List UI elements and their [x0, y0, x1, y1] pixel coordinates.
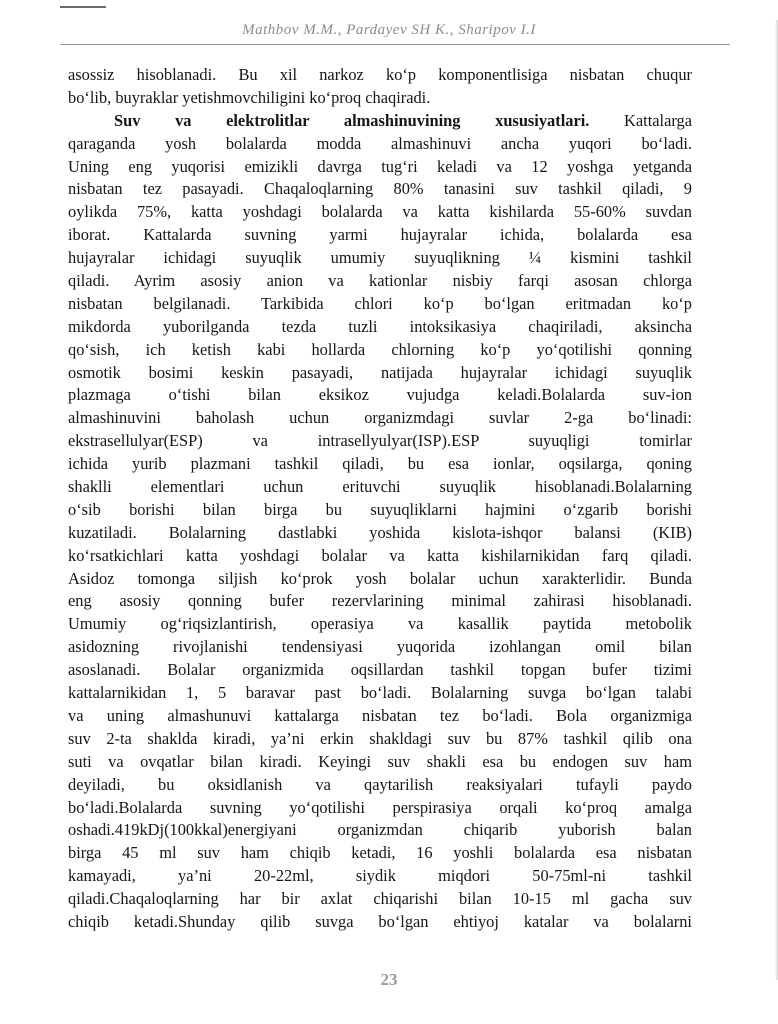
text-line: asoslanadi. Bolalar organizmida oqsillardan tashkil topgan bufer tizimi	[68, 660, 692, 680]
page-number: 23	[380, 970, 398, 989]
text-line: suti va ovqatlar bilan kiradi. Keyingi suv shakli esa bu endogen suv ham	[68, 751, 692, 771]
text-line: kamayadi, ya’ni 20-22ml, siydik miqdori 50-75ml-ni tashkil	[68, 866, 692, 886]
scan-mark	[60, 6, 106, 8]
text-line: ekstrasellulyar(ESP) va intrasellyulyar(ISP).ESP suyuqligi tomirlar	[68, 431, 692, 451]
header-rule	[60, 44, 730, 45]
text-line: qiladi.Chaqaloqlarning har bir axlat chiqarishi bilan 10-15 ml gacha suv	[68, 889, 692, 909]
text-line: bo‘lib, buyraklar yetishmovchiligini ko‘proq chaqiradi.	[68, 87, 431, 107]
section-heading: Suv va elektrolitlar almashinuvining xususiyatlari.	[114, 110, 590, 130]
text-line: nisbatan belgilanadi. Tarkibida chlori ko‘p bo‘lgan eritmadan ko‘p	[68, 293, 692, 313]
text-line: kattalarnikidan 1, 5 baravar past bo‘ladi. Bolalarning suvga bo‘lgan talabi	[68, 683, 692, 703]
text-line: o‘sib borishi bilan birga bu suyuqliklarni hajmini o‘zgarib borishi	[68, 499, 692, 519]
section-heading-line	[68, 110, 692, 133]
text-line: birga 45 ml suv ham chiqib ketadi, 16 yoshli bolalarda esa nisbatan	[68, 843, 692, 863]
text-line: oshadi.419kDj(100kkal)energiyani organizmdan chiqarib yuborish balan	[68, 820, 692, 840]
text-line: almashinuvini baholash uchun organizmdagi suvlar 2-ga bo‘linadi:	[68, 408, 692, 428]
body-text	[68, 64, 692, 934]
text-line: bo‘ladi.Bolalarda suvning yo‘qotilishi perspirasiya orqali ko‘proq amalga	[68, 797, 692, 817]
text-line: ko‘rsatkichlari katta yoshdagi bolalar va katta kishilarnikidan farq qiladi.	[68, 545, 692, 565]
text-line: Uning eng yuqorisi emizikli davrga tug‘ri keladi va 12 yoshga yetganda	[68, 156, 692, 176]
text-line: mikdorda yuborilganda tezda tuzli intoksikasiya chaqiriladi, aksincha	[68, 316, 692, 336]
text-line: asossiz hisoblanadi. Bu xil narkoz ko‘p komponentlisiga nisbatan chuqur	[68, 65, 692, 84]
text-line: shaklli elementlari uchun erituvchi suyuqlik hisoblanadi.Bolalarning	[68, 477, 692, 497]
text-line: va uning almashunuvi kattalarga nisbatan tez bo‘ladi. Bola organizmiga	[68, 705, 692, 725]
text-line: ichida yurib plazmani tashkil qiladi, bu esa ionlar, oqsilarga, qoning	[68, 454, 692, 474]
text-line: eng asosiy qonning bufer rezervlarining minimal zahirasi hisoblanadi.	[68, 591, 692, 611]
text-line: oylikda 75%, katta yoshdagi bolalarda va katta kishilarda 55-60% suvdan	[68, 202, 692, 222]
text-line: suv 2-ta shaklda kiradi, ya’ni erkin shakldagi suv bu 87% tashkil qilib ona	[68, 728, 692, 748]
text-line: kuzatiladi. Bolalarning dastlabki yoshida kislota-ishqor balansi (KIB)	[68, 522, 692, 542]
text-line: hujayralar ichidagi suyuqlik umumiy suyuqlikning ¼ kismini tashkil	[68, 248, 692, 268]
text-line: Asidoz tomonga siljish ko‘prok yosh bolalar uchun xarakterlidir. Bunda	[68, 568, 692, 588]
text-line: iborat. Kattalarda suvning yarmi hujayralar ichida, bolalarda esa	[68, 225, 692, 245]
text-line: qo‘sish, ich ketish kabi hollarda chlorning ko‘p yo‘qotilishi qonning	[68, 339, 692, 359]
text-line: chiqib ketadi.Shunday qilib suvga bo‘lgan ehtiyoj katalar va bolalarni	[68, 911, 692, 931]
text-line: plazmaga o‘tishi bilan eksikoz vujudga keladi.Bolalarda suv-ion	[68, 385, 692, 405]
text-line: qiladi. Ayrim asosiy anion va kationlar nisbiy farqi asosan chlorga	[68, 271, 692, 291]
running-header: Mathbov M.M., Pardayev SH K., Sharipov I.I	[242, 22, 536, 38]
text-line: osmotik bosimi keskin pasayadi, natijada hujayralar ichidagi suyuqlik	[68, 362, 692, 382]
section-heading-rest: Kattalarga	[589, 110, 692, 130]
text-line: Umumiy og‘riqsizlantirish, operasiya va kasallik paytida metobolik	[68, 614, 692, 634]
text-line: deyiladi, bu oksidlanish va qaytarilish reaksiyalari tufayli paydo	[68, 774, 692, 794]
text-line: qaraganda yosh bolalarda modda almashinuvi ancha yuqori bo‘ladi.	[68, 133, 692, 153]
text-line: nisbatan tez pasayadi. Chaqaloqlarning 80% tanasini suv tashkil qiladi, 9	[68, 179, 692, 199]
text-line: asidozning rivojlanishi tendensiyasi yuqorida izohlangan omil bilan	[68, 637, 692, 657]
